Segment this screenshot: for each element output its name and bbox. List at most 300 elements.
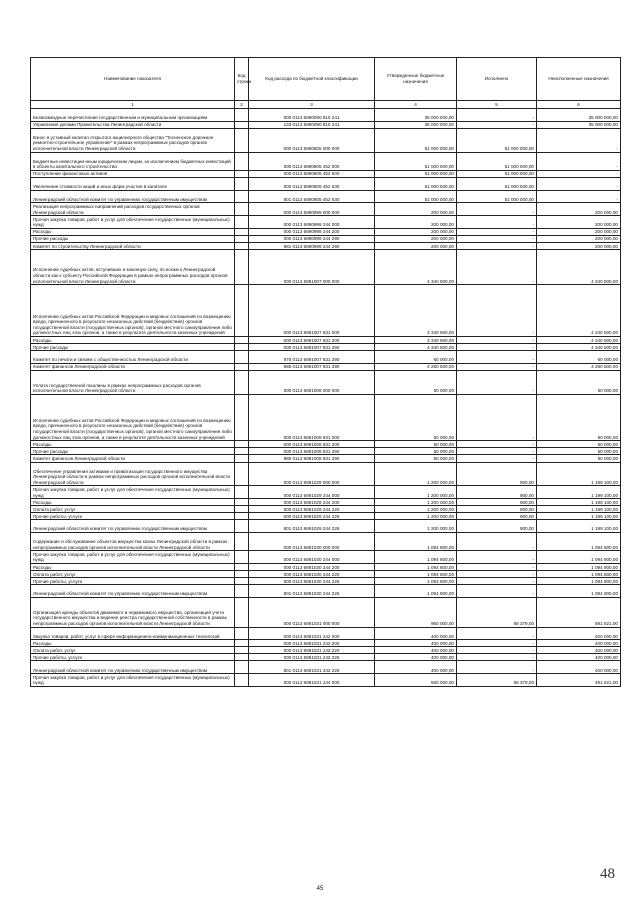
unexecuted-cell: 200 000,00	[537, 216, 621, 229]
line-code-cell	[235, 243, 249, 250]
executed-cell: 51 000 000,00	[457, 128, 537, 152]
table-row	[31, 152, 621, 170]
expense-code-cell: 000 0113 6891029 244 000	[249, 486, 375, 499]
table-row	[31, 394, 621, 440]
indicator-name-cell: Закупка товаров, работ, услуг в сфере информационно-коммуникационных технологий	[31, 627, 235, 640]
line-code-cell	[235, 109, 249, 122]
expense-code-cell: 000 0113 6891029 244 200	[249, 499, 375, 506]
approved-cell: 960 000,00	[375, 598, 457, 628]
line-code-cell	[235, 654, 249, 661]
approved-cell: 1 200 000,00	[375, 513, 457, 520]
indicator-name-cell: Оплата работ, услуг	[31, 571, 235, 578]
line-code-cell	[235, 551, 249, 564]
indicator-name-cell: Ленинградский областной комитет по управлению государственным имуществом	[31, 661, 235, 674]
unexecuted-cell: 200 000,00	[537, 228, 621, 235]
unexecuted-cell: 1 199 100,00	[537, 486, 621, 499]
indicator-name-cell: Расходы	[31, 564, 235, 571]
unexecuted-cell: 35 000 000,00	[537, 109, 621, 122]
line-code-cell	[235, 598, 249, 628]
header-expense-code: Код расхода по бюджетной классификации	[249, 58, 375, 101]
table-row	[31, 351, 621, 364]
indicator-name-cell: Взнос в уставный капитал открытого акционерного общества "Тосненское дорожное ремонтно-строительное управление" в рамках непрограммных расходов органов исполнительной власти Ленинградской области	[31, 128, 235, 152]
executed-cell: -	[457, 455, 537, 462]
executed-cell: 68 379,00	[457, 598, 537, 628]
expense-code-cell: 000 0113 6891031 242 000	[249, 627, 375, 640]
table-row	[31, 551, 621, 564]
line-code-cell	[235, 363, 249, 370]
approved-cell: 1 200 000,00	[375, 462, 457, 486]
table-row	[31, 520, 621, 533]
header-indicator-name: Наименование показателя	[31, 58, 235, 101]
header-line-code: Код строки	[235, 58, 249, 101]
table-row	[31, 128, 621, 152]
indicator-name-cell: Комитет по строительству Ленинградской области	[31, 243, 235, 250]
indicator-name-cell: Прочая закупка товаров, работ и услуг для обеспечения государственных (муниципальных) нужд	[31, 216, 235, 229]
header-approved: Утвержденные бюджетные назначения	[375, 58, 457, 101]
unexecuted-cell: 1 199 100,00	[537, 462, 621, 486]
line-code-cell	[235, 506, 249, 513]
table-row	[31, 190, 621, 203]
line-code-cell	[235, 533, 249, 551]
expense-code-cell: 000 0113 6890805 452 500	[249, 170, 375, 177]
line-code-cell	[235, 170, 249, 177]
header-number: 6	[537, 101, 621, 109]
executed-cell: 51 000 000,00	[457, 170, 537, 177]
expense-code-cell: 000 0113 6891030 244 000	[249, 551, 375, 564]
table-row	[31, 121, 621, 128]
expense-code-cell: 801 0113 6891031 242 226	[249, 661, 375, 674]
executed-cell: 51 000 000,00	[457, 152, 537, 170]
table-row	[31, 216, 621, 229]
unexecuted-cell: 50 000,00	[537, 394, 621, 440]
indicator-name-cell: Ленинградский областной комитет по управлению государственным имуществом	[31, 520, 235, 533]
approved-cell: 4 340 500,00	[375, 250, 457, 285]
approved-cell: 51 000 000,00	[375, 178, 457, 191]
executed-cell: -	[457, 109, 537, 122]
executed-cell: 900,00	[457, 513, 537, 520]
table-row	[31, 228, 621, 235]
indicator-name-cell: Безвозмездные перечисления государственным и муниципальным организациям	[31, 109, 235, 122]
expense-code-cell: 000 0113 6891031 000 000	[249, 598, 375, 628]
line-code-cell	[235, 250, 249, 285]
table-row	[31, 344, 621, 351]
approved-cell: 1 094 800,00	[375, 571, 457, 578]
approved-cell: 50 000,00	[375, 448, 457, 455]
expense-code-cell: 000 0113 6891030 244 220	[249, 571, 375, 578]
unexecuted-cell: 400 000,00	[537, 654, 621, 661]
page-number: 45	[316, 886, 324, 892]
approved-cell: 400 000,00	[375, 647, 457, 654]
indicator-name-cell: Исполнение судебных актов Российской Федерации и мировых соглашений по возмещению вреда, причиненного в результате незаконных действий (бездействия) органов государственной власти (государственных органов), органов местного самоуправления либо должностных лиц этих органов, а также в результате деятельности казенных учреждений	[31, 285, 235, 337]
indicator-name-cell: Ленинградский областной комитет по управлению государственным имуществом	[31, 585, 235, 598]
executed-cell: -	[457, 285, 537, 337]
unexecuted-cell: 200 000,00	[537, 243, 621, 250]
executed-cell: -	[457, 216, 537, 229]
expense-code-cell: 000 0113 6891008 831 200	[249, 441, 375, 448]
line-code-cell	[235, 337, 249, 344]
line-code-cell	[235, 448, 249, 455]
approved-cell: 51 000 000,00	[375, 170, 457, 177]
table-row	[31, 448, 621, 455]
unexecuted-cell: 4 340 500,00	[537, 344, 621, 351]
line-code-cell	[235, 235, 249, 242]
line-code-cell	[235, 190, 249, 203]
executed-cell: -	[457, 394, 537, 440]
header-unexecuted: Неисполненные назначения	[537, 58, 621, 101]
line-code-cell	[235, 564, 249, 571]
executed-cell: -	[457, 640, 537, 647]
expense-code-cell: 801 0113 6891029 244 226	[249, 520, 375, 533]
table-row	[31, 513, 621, 520]
unexecuted-cell: 4 340 500,00	[537, 250, 621, 285]
executed-cell: 900,00	[457, 506, 537, 513]
approved-cell: 1 094 800,00	[375, 578, 457, 585]
approved-cell: 200 000,00	[375, 228, 457, 235]
executed-cell: -	[457, 551, 537, 564]
approved-cell: 51 000 000,00	[375, 128, 457, 152]
table-row	[31, 564, 621, 571]
executed-cell: -	[457, 243, 537, 250]
expense-code-cell: 000 0113 6891007 831 290	[249, 344, 375, 351]
unexecuted-cell: -	[537, 190, 621, 203]
unexecuted-cell: -	[537, 178, 621, 191]
unexecuted-cell: 400 000,00	[537, 647, 621, 654]
expense-code-cell: 000 0113 6891031 242 220	[249, 647, 375, 654]
indicator-name-cell: Прочие работы, услуги	[31, 654, 235, 661]
indicator-name-cell: Оплата работ, услуг	[31, 506, 235, 513]
table-row	[31, 627, 621, 640]
indicator-name-cell: Комитет финансов Ленинградской области	[31, 363, 235, 370]
indicator-name-cell: Прочая закупка товаров, работ и услуг для обеспечения государственных (муниципальных) нужд	[31, 551, 235, 564]
sheet-number: 48	[600, 866, 615, 882]
unexecuted-cell: -	[537, 170, 621, 177]
header-numbers-row	[31, 101, 621, 109]
line-code-cell	[235, 455, 249, 462]
table-row	[31, 109, 621, 122]
unexecuted-cell: 1 199 100,00	[537, 506, 621, 513]
expense-code-cell: 000 0113 6890999 244 000	[249, 216, 375, 229]
approved-cell: 1 094 800,00	[375, 564, 457, 571]
expense-code-cell: 000 0113 6891031 242 200	[249, 640, 375, 647]
table-header-row	[31, 58, 621, 101]
unexecuted-cell: 50 000,00	[537, 371, 621, 395]
executed-cell: -	[457, 578, 537, 585]
approved-cell: 4 340 500,00	[375, 344, 457, 351]
unexecuted-cell: 4 280 500,00	[537, 363, 621, 370]
approved-cell: 200 000,00	[375, 203, 457, 216]
executed-cell: -	[457, 337, 537, 344]
line-code-cell	[235, 520, 249, 533]
unexecuted-cell: 4 340 500,00	[537, 285, 621, 337]
executed-cell: -	[457, 533, 537, 551]
indicator-name-cell: Прочие работы, услуги	[31, 513, 235, 520]
table-row	[31, 674, 621, 687]
executed-cell: -	[457, 235, 537, 242]
expense-code-cell: 000 0113 6891030 244 226	[249, 578, 375, 585]
table-row	[31, 533, 621, 551]
table-row	[31, 598, 621, 628]
indicator-name-cell: Уплата государственной пошлины в рамках непрограммных расходов органов исполнительной власти Ленинградской области	[31, 371, 235, 395]
approved-cell: 1 094 800,00	[375, 551, 457, 564]
expense-code-cell: 000 0113 6891029 244 220	[249, 506, 375, 513]
expense-code-cell: 000 0113 6891008 000 000	[249, 371, 375, 395]
unexecuted-cell: 60 000,00	[537, 351, 621, 364]
executed-cell: -	[457, 448, 537, 455]
approved-cell: 1 094 800,00	[375, 533, 457, 551]
unexecuted-cell: 35 000 000,00	[537, 121, 621, 128]
unexecuted-cell: 1 094 800,00	[537, 564, 621, 571]
indicator-name-cell: Организация аренды объектов движимого и недвижимого имущества, организация учета государственного имущества и ведение реестра государственной собственности в рамках непрограммных расходов органов исполнительной власти Ленинградской области	[31, 598, 235, 628]
line-code-cell	[235, 585, 249, 598]
table-row	[31, 243, 621, 250]
executed-cell: -	[457, 654, 537, 661]
expense-code-cell: 801 0113 6891030 244 226	[249, 585, 375, 598]
expense-code-cell: 000 0113 6890999 000 000	[249, 203, 375, 216]
table-row	[31, 371, 621, 395]
executed-cell: 51 000 000,00	[457, 190, 537, 203]
line-code-cell	[235, 571, 249, 578]
indicator-name-cell: Ленинградский областной комитет по управлению государственным имуществом	[31, 190, 235, 203]
table-row	[31, 661, 621, 674]
indicator-name-cell: Расходы	[31, 441, 235, 448]
line-code-cell	[235, 647, 249, 654]
table-row	[31, 585, 621, 598]
executed-cell: 68 379,00	[457, 674, 537, 687]
executed-cell: -	[457, 351, 537, 364]
unexecuted-cell: 50 000,00	[537, 455, 621, 462]
unexecuted-cell: 1 199 100,00	[537, 513, 621, 520]
executed-cell: 900,00	[457, 486, 537, 499]
line-code-cell	[235, 121, 249, 128]
indicator-name-cell: Оплата работ, услуг	[31, 647, 235, 654]
executed-cell: -	[457, 571, 537, 578]
expense-code-cell: 000 0113 6890999 244 290	[249, 235, 375, 242]
indicator-name-cell: Обеспечение управления активами и приватизация государственного имущества Ленинградской области в рамках непрограммных расходов органов исполнительной власти Ленинградской области	[31, 462, 235, 486]
line-code-cell	[235, 216, 249, 229]
indicator-name-cell: Расходы	[31, 228, 235, 235]
indicator-name-cell: Прочая закупка товаров, работ и услуг для обеспечения государственных (муниципальных) нужд	[31, 486, 235, 499]
line-code-cell	[235, 152, 249, 170]
unexecuted-cell: 891 621,00	[537, 598, 621, 628]
executed-cell: -	[457, 203, 537, 216]
executed-cell: -	[457, 228, 537, 235]
table-row	[31, 640, 621, 647]
unexecuted-cell: 1 094 800,00	[537, 571, 621, 578]
approved-cell: 51 000 000,00	[375, 190, 457, 203]
unexecuted-cell: 4 340 500,00	[537, 337, 621, 344]
unexecuted-cell: 1 094 800,00	[537, 585, 621, 598]
budget-execution-table	[30, 57, 621, 687]
indicator-name-cell: Увеличение стоимости акций и иных форм участия в капитале	[31, 178, 235, 191]
approved-cell: 400 000,00	[375, 654, 457, 661]
executed-cell: -	[457, 564, 537, 571]
line-code-cell	[235, 627, 249, 640]
table-row	[31, 285, 621, 337]
table-body	[31, 109, 621, 687]
line-code-cell	[235, 228, 249, 235]
approved-cell: 400 000,00	[375, 661, 457, 674]
unexecuted-cell: -	[537, 128, 621, 152]
approved-cell: 200 000,00	[375, 243, 457, 250]
approved-cell: 200 000,00	[375, 216, 457, 229]
executed-cell: 900,00	[457, 520, 537, 533]
executed-cell: 900,00	[457, 499, 537, 506]
expense-code-cell: 976 0113 6891007 831 290	[249, 351, 375, 364]
approved-cell: 1 200 000,00	[375, 506, 457, 513]
expense-code-cell: 000 0113 6890999 244 200	[249, 228, 375, 235]
line-code-cell	[235, 203, 249, 216]
table-row	[31, 235, 621, 242]
approved-cell: 50 000,00	[375, 371, 457, 395]
line-code-cell	[235, 462, 249, 486]
executed-cell: -	[457, 647, 537, 654]
approved-cell: 35 000 000,00	[375, 121, 457, 128]
indicator-name-cell: Прочие расходы	[31, 235, 235, 242]
approved-cell: 1 200 000,00	[375, 486, 457, 499]
indicator-name-cell: Прочие работы, услуги	[31, 578, 235, 585]
expense-code-cell: 000 0113 6891007 000 000	[249, 250, 375, 285]
report-sheet	[30, 57, 620, 687]
indicator-name-cell: Реализация непрограммных направлений расходов государственных органов Ленинградской области	[31, 203, 235, 216]
table-row	[31, 455, 621, 462]
indicator-name-cell: Расходы	[31, 337, 235, 344]
line-code-cell	[235, 178, 249, 191]
unexecuted-cell: 400 000,00	[537, 661, 621, 674]
table-row	[31, 178, 621, 191]
expense-code-cell: 000 0113 6891031 244 000	[249, 674, 375, 687]
line-code-cell	[235, 578, 249, 585]
executed-cell: -	[457, 344, 537, 351]
approved-cell: 400 000,00	[375, 627, 457, 640]
line-code-cell	[235, 128, 249, 152]
expense-code-cell: 000 0113 6891030 000 000	[249, 533, 375, 551]
line-code-cell	[235, 674, 249, 687]
table-row	[31, 499, 621, 506]
unexecuted-cell: 1 199 100,00	[537, 499, 621, 506]
table-row	[31, 571, 621, 578]
approved-cell: 50 000,00	[375, 441, 457, 448]
line-code-cell	[235, 371, 249, 395]
line-code-cell	[235, 344, 249, 351]
indicator-name-cell: Поступление финансовых активов	[31, 170, 235, 177]
table-row	[31, 654, 621, 661]
executed-cell: -	[457, 627, 537, 640]
expense-code-cell: 133 0113 6890090 810 241	[249, 121, 375, 128]
unexecuted-cell: 491 621,00	[537, 674, 621, 687]
approved-cell: 4 340 500,00	[375, 285, 457, 337]
header-number: 3	[249, 101, 375, 109]
approved-cell: 400 000,00	[375, 640, 457, 647]
indicator-name-cell: Расходы	[31, 640, 235, 647]
indicator-name-cell: Комитет финансов Ленинградской области	[31, 455, 235, 462]
indicator-name-cell: Бюджетные инвестиции иным юридическим лицам, за исключением бюджетных инвестиций в объекты капитального строительства	[31, 152, 235, 170]
expense-code-cell: 000 0113 6891029 244 226	[249, 513, 375, 520]
unexecuted-cell: 50 000,00	[537, 448, 621, 455]
header-executed: Исполнено	[457, 58, 537, 101]
approved-cell: 1 200 000,00	[375, 520, 457, 533]
indicator-name-cell: Прочие расходы	[31, 448, 235, 455]
expense-code-cell: 000 0113 6890805 000 000	[249, 128, 375, 152]
approved-cell: 4 280 500,00	[375, 363, 457, 370]
table-row	[31, 486, 621, 499]
line-code-cell	[235, 661, 249, 674]
header-number: 5	[457, 101, 537, 109]
table-row	[31, 578, 621, 585]
line-code-cell	[235, 394, 249, 440]
executed-cell: 900,00	[457, 462, 537, 486]
table-row	[31, 250, 621, 285]
expense-code-cell: 000 0113 6891007 831 200	[249, 337, 375, 344]
executed-cell: -	[457, 121, 537, 128]
indicator-name-cell: Расходы	[31, 499, 235, 506]
approved-cell: 60 000,00	[375, 351, 457, 364]
indicator-name-cell: Управление делами Правительства Ленинградской области	[31, 121, 235, 128]
expense-code-cell: 985 0113 6891007 831 290	[249, 363, 375, 370]
unexecuted-cell: 1 094 800,00	[537, 578, 621, 585]
executed-cell: -	[457, 661, 537, 674]
indicator-name-cell: Прочие расходы	[31, 344, 235, 351]
table-row	[31, 363, 621, 370]
approved-cell: 50 000,00	[375, 394, 457, 440]
executed-cell: -	[457, 363, 537, 370]
unexecuted-cell: 50 000,00	[537, 441, 621, 448]
line-code-cell	[235, 351, 249, 364]
approved-cell: 50 000,00	[375, 455, 457, 462]
approved-cell: 1 094 800,00	[375, 585, 457, 598]
indicator-name-cell: Исполнение судебных актов, вступивших в законную силу, по искам к Ленинградской области как к субъекту Российской Федерации в рамках непрограммных расходов органов исполнительной власти Ленинградской области	[31, 250, 235, 285]
expense-code-cell: 000 0113 6891008 831 290	[249, 448, 375, 455]
approved-cell: 51 000 000,00	[375, 152, 457, 170]
approved-cell: 35 000 000,00	[375, 109, 457, 122]
expense-code-cell: 801 0113 6890805 452 530	[249, 190, 375, 203]
expense-code-cell: 000 0113 6890805 452 000	[249, 152, 375, 170]
line-code-cell	[235, 499, 249, 506]
table-row	[31, 441, 621, 448]
unexecuted-cell: 200 000,00	[537, 203, 621, 216]
indicator-name-cell: Содержание и обслуживание объектов имущества казны Ленинградской области в рамках непрограммных расходов органов исполнительной власти Ленинградской области	[31, 533, 235, 551]
line-code-cell	[235, 640, 249, 647]
indicator-name-cell: Исполнение судебных актов Российской Федерации и мировых соглашений по возмещению вреда, причиненного в результате незаконных действий (бездействия) органов государственной власти (государственных органов), органов местного самоуправления либо должностных лиц этих органов, а также в результате деятельности казенных учреждений	[31, 394, 235, 440]
line-code-cell	[235, 285, 249, 337]
executed-cell: -	[457, 585, 537, 598]
unexecuted-cell: 1 094 800,00	[537, 533, 621, 551]
table-row	[31, 506, 621, 513]
unexecuted-cell: 400 000,00	[537, 627, 621, 640]
table-row	[31, 203, 621, 216]
unexecuted-cell: -	[537, 152, 621, 170]
line-code-cell	[235, 486, 249, 499]
expense-code-cell: 000 0113 6890090 810 241	[249, 109, 375, 122]
approved-cell: 200 000,00	[375, 235, 457, 242]
expense-code-cell: 000 0113 6891031 242 226	[249, 654, 375, 661]
unexecuted-cell: 1 094 800,00	[537, 551, 621, 564]
line-code-cell	[235, 441, 249, 448]
indicator-name-cell: Прочая закупка товаров, работ и услуг для обеспечения государственных (муниципальных) нужд	[31, 674, 235, 687]
executed-cell: -	[457, 371, 537, 395]
indicator-name-cell: Комитет по печати и связям с общественностью Ленинградской области	[31, 351, 235, 364]
table-row	[31, 337, 621, 344]
executed-cell: 51 000 000,00	[457, 178, 537, 191]
table-row	[31, 647, 621, 654]
unexecuted-cell: 1 199 100,00	[537, 520, 621, 533]
approved-cell: 560 000,00	[375, 674, 457, 687]
expense-code-cell: 000 0113 6891029 000 000	[249, 462, 375, 486]
unexecuted-cell: 400 000,00	[537, 640, 621, 647]
expense-code-cell: 985 0113 6891008 831 290	[249, 455, 375, 462]
header-number: 1	[31, 101, 235, 109]
approved-cell: 1 200 000,00	[375, 499, 457, 506]
expense-code-cell: 981 0113 6890999 244 290	[249, 243, 375, 250]
